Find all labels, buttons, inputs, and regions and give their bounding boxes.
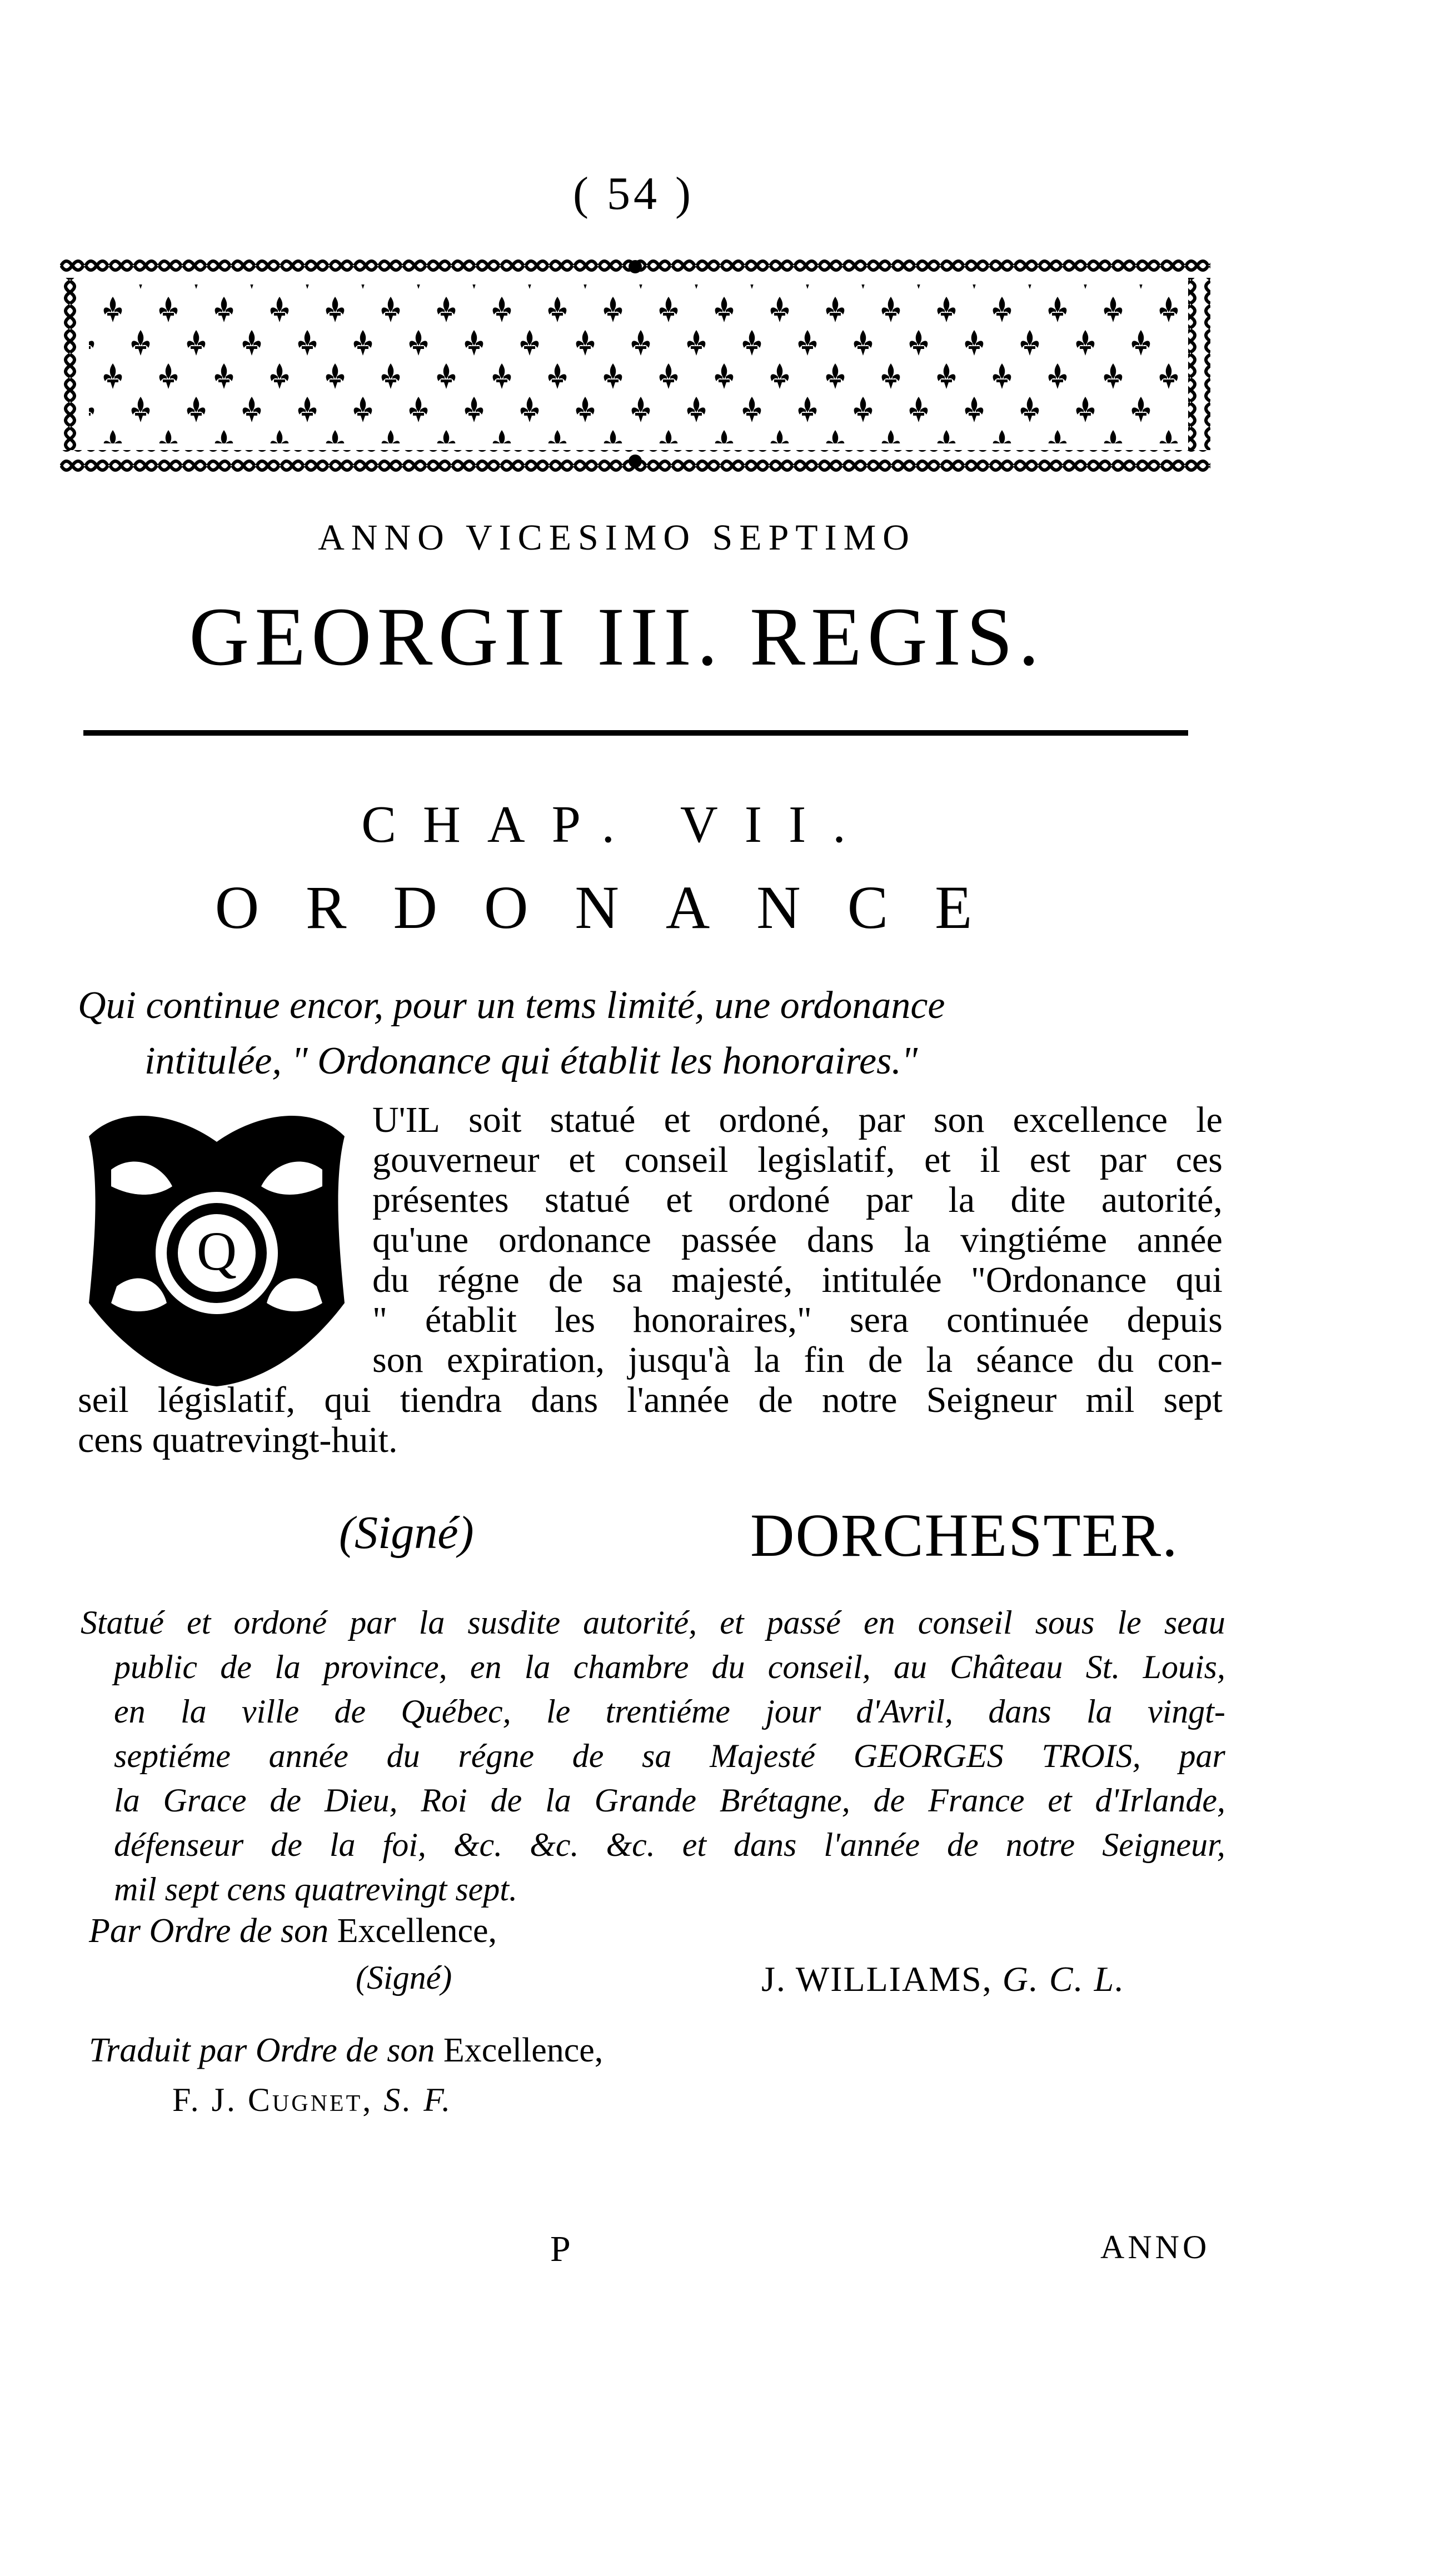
ordinance-body [78, 1100, 1223, 1460]
fleur-de-lis-ornament [60, 256, 1210, 472]
translator-signature [172, 2081, 452, 2119]
horizontal-rule [83, 730, 1188, 736]
chapter-number: CHAP. VII. [361, 796, 872, 853]
signe-label: (Signé) [339, 1507, 474, 1559]
body-line: présentes statué et ordoné par la dite autorité, [372, 1180, 1223, 1220]
georgii-heading: GEORGII III. REGIS. [189, 591, 1045, 683]
translator-title: S. F. [383, 2081, 453, 2118]
signature-block [78, 1500, 1223, 1572]
enactment-clause [81, 1600, 1225, 1911]
printer-signature-mark: P [550, 2229, 571, 2269]
statue-line: en la ville de Québec, le trentiéme jour d'Avril, dans la vingt- [114, 1693, 1225, 1730]
statue-line: Statué et ordoné par la susdite autorité, et passé en conseil sous le seau [81, 1604, 1225, 1641]
secretary-signature [761, 1959, 1125, 2000]
drop-cap-letter: Q [196, 1220, 237, 1282]
statue-line: mil sept cens quatrevingt sept. [114, 1871, 517, 1908]
statue-line: septiéme année du régne de sa Majesté GEORGES TROIS, par [114, 1738, 1225, 1774]
body-line: du régne de sa majesté, intitulée "Ordonance qui [372, 1260, 1223, 1300]
anno-heading: ANNO VICESIMO SEPTIMO [318, 517, 916, 558]
par-ordre-word: Excellence, [337, 1912, 497, 1950]
body-line: son expiration, jusqu'à la fin de la séance du con- [372, 1340, 1223, 1380]
par-ordre-line [89, 1911, 497, 1951]
body-line: qu'une ordonance passée dans la vingtiéme année [372, 1220, 1223, 1260]
traduit-line [89, 2031, 603, 2070]
body-line: " établit les honoraires," sera continuée depuis [372, 1300, 1223, 1340]
body-line: U'IL soit statué et ordoné, par son excellence le [372, 1100, 1223, 1140]
statue-line: public de la province, en la chambre du conseil, au Château St. Louis, [114, 1649, 1225, 1685]
chapter-title: ORDONANCE [215, 873, 1019, 941]
subtitle-line-1: Qui continue encor, pour un tems limité, une ordonance [78, 984, 945, 1027]
page-number: ( 54 ) [573, 168, 694, 219]
signatory-name: DORCHESTER. [750, 1501, 1179, 1569]
secretary-name: J. WILLIAMS, [761, 1959, 993, 1999]
secretary-signe-label: (Signé) [356, 1959, 452, 1996]
body-line: cens quatrevingt-huit. [78, 1420, 398, 1460]
subtitle-line-2: intitulée, " Ordonance qui établit les honoraires." [144, 1040, 918, 1082]
chapter-subtitle [78, 978, 1220, 1089]
translator-name: F. J. Cugnet, [172, 2081, 373, 2118]
secretary-title: G. C. L. [1002, 1959, 1125, 1999]
traduit-prefix: Traduit par Ordre de son [89, 2031, 435, 2069]
body-line: seil législatif, qui tiendra dans l'année de notre Seigneur mil sept [78, 1380, 1223, 1420]
body-line: gouverneur et conseil legislatif, et il est par ces [372, 1140, 1223, 1180]
catchword: ANNO [1100, 2229, 1210, 2265]
par-ordre-prefix: Par Ordre de son [89, 1912, 329, 1950]
statue-line: la Grace de Dieu, Roi de la Grande Brétagne, de France et d'Irlande, [114, 1782, 1225, 1819]
traduit-word: Excellence, [443, 2031, 604, 2069]
statue-line: défenseur de la foi, &c. &c. &c. et dans l'année de notre Seigneur, [114, 1826, 1225, 1863]
